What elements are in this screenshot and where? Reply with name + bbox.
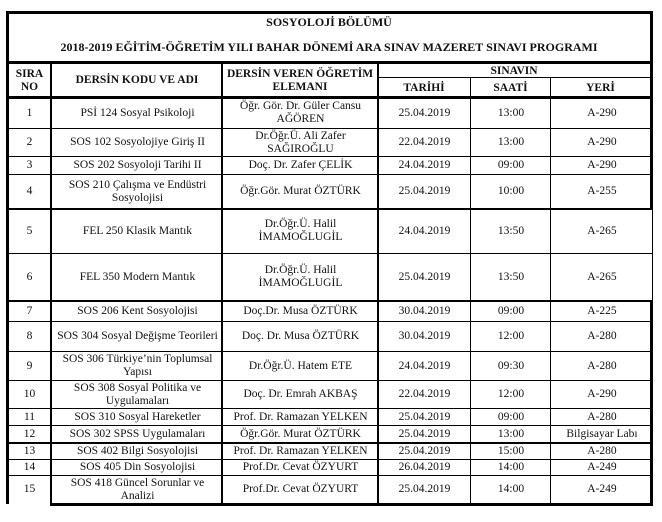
- course-code-name: FEL 250 Klasik Mantık: [82, 224, 193, 237]
- exam-date: 25.04.2019: [398, 410, 451, 423]
- course-code-name: SOS 210 Çalışma ve Endüstri Sosyolojisi: [68, 178, 207, 204]
- header-tarih: TARİHİ: [403, 81, 445, 94]
- exam-date: 25.04.2019: [398, 185, 451, 197]
- header-ders-kodu-adi: DERSİN KODU VE ADI: [75, 74, 199, 86]
- exam-location: A-255: [587, 185, 617, 197]
- exam-location: A-280: [587, 444, 617, 457]
- program-title: 2018-2019 EĞİTİM-ÖĞRETİM YILI BAHAR DÖNEMİ ARA SINAV MAZERET SINAVI PROGRAMI: [60, 39, 598, 54]
- exam-location: A-265: [587, 224, 617, 237]
- exam-date: 24.04.2019: [398, 359, 451, 372]
- instructor: Prof. Dr. Ramazan YELKEN: [233, 444, 368, 457]
- row-number: 4: [26, 185, 33, 197]
- instructor: Öğr.Gör. Murat ÖZTÜRK: [240, 185, 361, 197]
- row-number: 10: [23, 388, 36, 400]
- department-title: SOSYOLOJİ BÖLÜMÜ: [266, 14, 392, 29]
- header-saat: SAATİ: [493, 81, 528, 94]
- exam-date: 22.04.2019: [398, 136, 451, 148]
- course-code-name: SOS 418 Güncel Sorunlar ve Analizi: [70, 476, 205, 502]
- exam-date: 25.04.2019: [398, 427, 451, 440]
- instructor: Prof. Dr. Ramazan YELKEN: [233, 410, 368, 423]
- course-code-name: SOS 306 Türkiye’nin Toplumsal Yapısı: [62, 353, 213, 378]
- instructor: Doç. Dr. Zafer ÇELİK: [248, 159, 353, 171]
- course-code-name: SOS 304 Sosyal Değişme Teorileri: [57, 330, 218, 342]
- exam-location: A-290: [587, 159, 617, 171]
- course-code-name: SOS 402 Bilgi Sosyolojisi: [76, 444, 199, 457]
- grid-line: [50, 503, 653, 506]
- instructor: Dr.Öğr.Ü. Ali Zafer SAĞIROĞLU: [255, 129, 346, 155]
- exam-location: A-280: [587, 330, 617, 342]
- exam-time: 15:00: [497, 444, 525, 457]
- course-code-name: SOS 206 Kent Sosyolojisi: [77, 304, 198, 317]
- header-sinavin: SINAVIN: [490, 64, 538, 77]
- exam-time: 09:30: [497, 359, 525, 372]
- exam-location: A-280: [587, 359, 617, 372]
- exam-location: A-280: [587, 410, 617, 423]
- row-number: 5: [26, 224, 33, 237]
- row-number: 3: [26, 159, 33, 171]
- exam-time: 14:00: [497, 461, 525, 473]
- row-number: 9: [26, 359, 33, 372]
- course-code-name: SOS 310 Sosyal Hareketler: [74, 410, 201, 423]
- exam-date: 30.04.2019: [398, 304, 451, 317]
- exam-date: 25.04.2019: [398, 483, 451, 495]
- exam-time: 13:50: [497, 270, 525, 283]
- row-number: 2: [26, 136, 33, 148]
- row-number: 8: [26, 330, 33, 342]
- row-number: 13: [23, 444, 36, 457]
- instructor: Doç.Dr. Musa ÖZTÜRK: [243, 304, 358, 317]
- course-code-name: PSİ 124 Sosyal Psikoloji: [80, 106, 195, 119]
- grid-line: [652, 208, 653, 300]
- row-number: 12: [23, 427, 36, 440]
- exam-date: 25.04.2019: [398, 270, 451, 283]
- instructor: Dr.Öğr.Ü. Halil İMAMOĞLUGİL: [258, 218, 343, 243]
- header-sira-no: SIRA NO: [15, 67, 44, 93]
- exam-date: 22.04.2019: [398, 388, 451, 400]
- row-number: 14: [23, 461, 36, 473]
- exam-time: 13:00: [497, 106, 525, 119]
- exam-location: A-290: [587, 388, 617, 400]
- course-code-name: SOS 405 Din Sosyolojisi: [79, 461, 196, 473]
- instructor: Prof.Dr. Cevat ÖZYURT: [242, 461, 359, 473]
- exam-time: 10:00: [497, 185, 525, 197]
- exam-location: A-225: [587, 304, 617, 317]
- exam-date: 25.04.2019: [398, 106, 451, 119]
- exam-location: A-249: [587, 461, 617, 473]
- instructor: Doç. Dr. Emrah AKBAŞ: [243, 388, 358, 400]
- row-number: 1: [26, 106, 33, 119]
- exam-time: 13:00: [497, 136, 525, 148]
- exam-time: 12:00: [497, 388, 525, 400]
- course-code-name: FEL 350 Modern Mantık: [79, 270, 196, 283]
- exam-date: 26.04.2019: [398, 461, 451, 473]
- course-code-name: SOS 308 Sosyal Politika ve Uygulamaları: [73, 381, 202, 407]
- instructor: Öğr. Gör. Dr. Güler Cansu AĞÖREN: [239, 100, 362, 125]
- instructor: Öğr.Gör. Murat ÖZTÜRK: [240, 427, 361, 440]
- row-number: 15: [23, 483, 36, 495]
- exam-location: A-290: [587, 136, 617, 148]
- exam-location: A-290: [587, 106, 617, 119]
- exam-time: 12:00: [497, 330, 525, 342]
- course-code-name: SOS 302 SPSS Uygulamaları: [69, 427, 206, 440]
- header-ogretim-elemani: DERSİN VEREN ÖĞRETİM ELEMANI: [226, 67, 374, 93]
- exam-time: 09:00: [497, 304, 525, 317]
- grid-line: [550, 77, 551, 505]
- exam-date: 25.04.2019: [398, 444, 451, 457]
- row-number: 11: [23, 410, 36, 423]
- exam-location: A-249: [587, 483, 617, 495]
- exam-time: 13:50: [497, 224, 525, 237]
- row-number: 6: [26, 270, 33, 283]
- grid-line: [470, 77, 471, 505]
- exam-time: 14:00: [497, 483, 525, 495]
- exam-date: 24.04.2019: [398, 159, 451, 171]
- header-yer: YERİ: [586, 81, 615, 94]
- exam-time: 09:00: [497, 159, 525, 171]
- course-code-name: SOS 102 Sosyolojiye Giriş II: [70, 136, 205, 148]
- instructor: Dr.Öğr.Ü. Halil İMAMOĞLUGİL: [258, 264, 343, 289]
- exam-time: 09:00: [497, 410, 525, 423]
- exam-date: 30.04.2019: [398, 330, 451, 342]
- instructor: Dr.Öğr.Ü. Hatem ETE: [248, 359, 353, 372]
- instructor: Prof.Dr. Cevat ÖZYURT: [242, 483, 359, 495]
- course-code-name: SOS 202 Sosyoloji Tarihi II: [73, 159, 202, 171]
- exam-date: 24.04.2019: [398, 224, 451, 237]
- instructor: Doç. Dr. Musa ÖZTÜRK: [241, 330, 360, 342]
- exam-time: 13:00: [497, 427, 525, 440]
- exam-location: Bilgisayar Labı: [566, 427, 638, 440]
- exam-location: A-265: [587, 270, 617, 283]
- row-number: 7: [26, 304, 33, 317]
